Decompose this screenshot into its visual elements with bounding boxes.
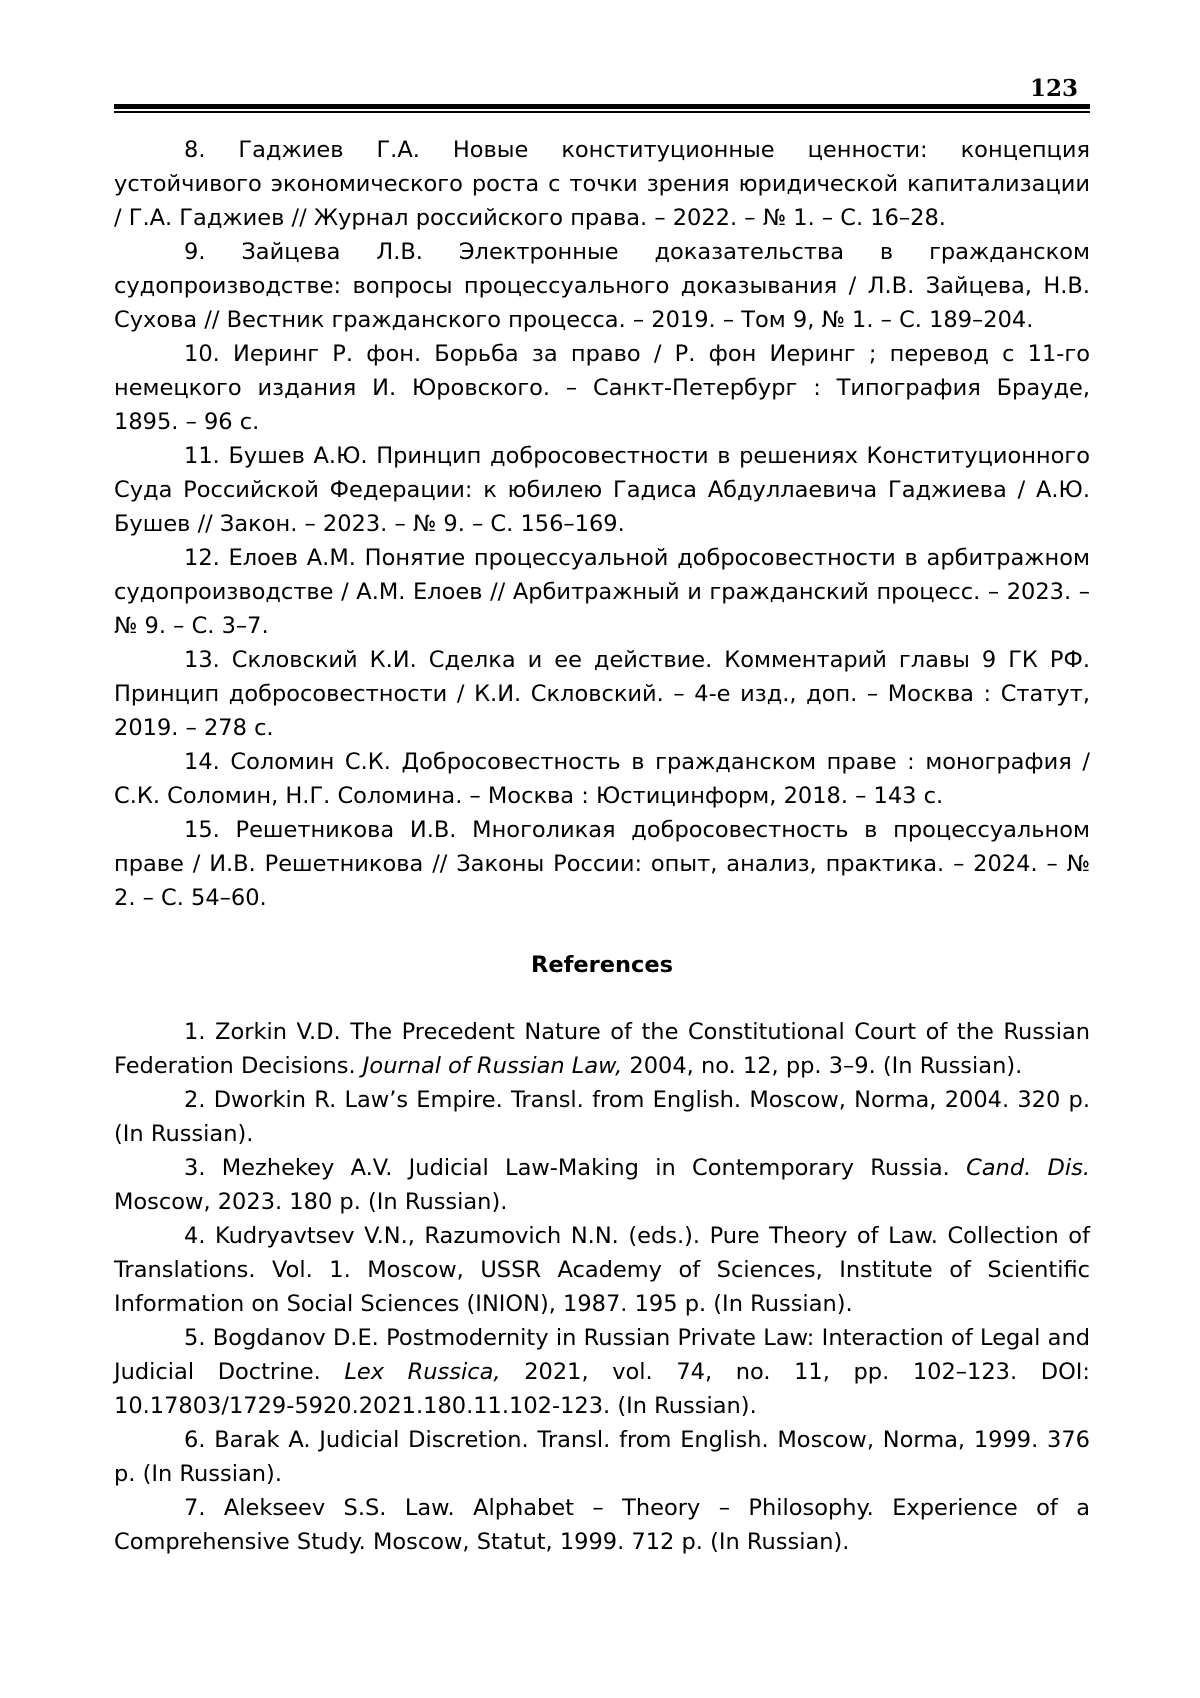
header-rule-thin — [114, 111, 1090, 113]
reference-item: 2. Dworkin R. Law’s Empire. Transl. from English. Moscow, Norma, 2004. 320 p. (In Russian). — [114, 1087, 1090, 1147]
reference-item: 7. Alekseev S.S. Law. Alphabet – Theory – Philosophy. Experience of a Comprehensive Study. Moscow, Statut, 1999. 712 p. (In Russian). — [114, 1495, 1090, 1555]
reference-item: 13. Скловский К.И. Сделка и ее действие. Комментарий главы 9 ГК РФ. Принцип добросовестности / К.И. Скловский. – 4-е изд., доп. – Москва : Статут, 2019. – 278 с. — [114, 647, 1090, 741]
reference-item: 4. Kudryavtsev V.N., Razumovich N.N. (eds.). Pure Theory of Law. Collection of Translations. Vol. 1. Moscow, USSR Academy of Sciences, Institute of Scientific Information on Social Sciences (INION), 1987. 195 p. (In Russian). — [114, 1223, 1090, 1317]
page-number: 123 — [1029, 75, 1078, 102]
header-rule-thick — [114, 104, 1090, 109]
reference-item: 9. Зайцева Л.В. Электронные доказательства в гражданском судопроизводстве: вопросы процессуального доказывания / Л.В. Зайцева, Н.В. Сухова // Вестник гражданского процесса. – 2019. – Том 9, № 1. – С. 189–204. — [114, 239, 1090, 333]
reference-item: 1. Zorkin V.D. The Precedent Nature of the Constitutional Court of the Russian Federation Decisions. Journal of Russian Law, 2004, no. 12, pp. 3–9. (In Russian). — [114, 1019, 1090, 1079]
reference-item: 10. Иеринг Р. фон. Борьба за право / Р. фон Иеринг ; перевод с 11-го немецкого издания И. Юровского. – Санкт-Петербург : Типография Брауде, 1895. – 96 с. — [114, 341, 1090, 435]
english-reference-list — [114, 1015, 1090, 1559]
reference-item: 6. Barak A. Judicial Discretion. Transl. from English. Moscow, Norma, 1999. 376 p. (In Russian). — [114, 1427, 1090, 1487]
reference-item: 11. Бушев А.Ю. Принцип добросовестности в решениях Конституционного Суда Российской Федерации: к юбилею Гадиса Абдуллаевича Гаджиева / А.Ю. Бушев // Закон. – 2023. – № 9. – С. 156–169. — [114, 443, 1090, 537]
reference-item: 14. Соломин С.К. Добросовестность в гражданском праве : монография / С.К. Соломин, Н.Г. Соломина. – Москва : Юстицинформ, 2018. – 143 с. — [114, 749, 1090, 809]
russian-reference-list — [114, 133, 1090, 915]
reference-item: 15. Решетникова И.В. Многоликая добросовестность в процессуальном праве / И.В. Решетникова // Законы России: опыт, анализ, практика. – 2024. – № 2. – С. 54–60. — [114, 817, 1090, 911]
reference-item: 12. Елоев А.М. Понятие процессуальной добросовестности в арбитражном судопроизводстве / А.М. Елоев // Арбитражный и гражданский процесс. – 2023. – № 9. – С. 3–7. — [114, 545, 1090, 639]
page-content — [114, 133, 1090, 1559]
references-heading: References — [531, 952, 673, 978]
reference-item: 8. Гаджиев Г.А. Новые конституционные ценности: концепция устойчивого экономического роста с точки зрения юридической капитализации / Г.А. Гаджиев // Журнал российского права. – 2022. – № 1. – С. 16–28. — [114, 137, 1090, 231]
reference-item: 5. Bogdanov D.E. Postmodernity in Russian Private Law: Interaction of Legal and Judicial Doctrine. Lex Russica, 2021, vol. 74, no. 11, pp. 102–123. DOI: 10.17803/1729-5920.2021.180.11.102-123. (In Russian). — [114, 1325, 1090, 1419]
reference-item: 3. Mezhekey A.V. Judicial Law-Making in Contemporary Russia. Cand. Dis. Moscow, 2023. 180 p. (In Russian). — [114, 1155, 1090, 1215]
